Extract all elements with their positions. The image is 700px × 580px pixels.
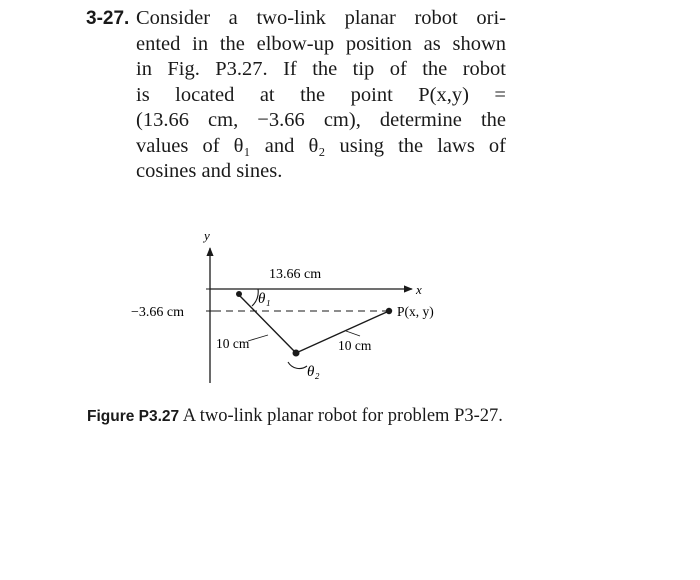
link2-length-leader xyxy=(346,331,360,336)
problem-line-1: Consider a two-link planar robot ori- xyxy=(136,7,506,29)
caption-label: Figure P3.27 xyxy=(87,408,180,425)
elbow-joint xyxy=(293,350,300,357)
link2-length-label: 10 cm xyxy=(338,338,372,353)
vertical-distance-label: −3.66 cm xyxy=(131,305,184,320)
problem-number: 3-27. xyxy=(86,8,130,29)
problem-line-5: (13.66 cm, −3.66 cm), determine the xyxy=(136,109,506,131)
base-joint xyxy=(236,291,242,297)
problem-line-3: in Fig. P3.27. If the tip of the robot xyxy=(136,58,506,80)
link1-length-label: 10 cm xyxy=(216,336,250,351)
horizontal-distance-label: 13.66 cm xyxy=(269,267,322,282)
problem-line-4: is located at the point P(x,y) = xyxy=(136,83,506,106)
tip-point-label: P(x, y) xyxy=(397,304,434,319)
figure-caption xyxy=(87,405,507,428)
problem-line-2: ented in the elbow-up position as shown xyxy=(136,32,506,55)
theta2-label: θ₂ xyxy=(307,364,320,380)
x-axis-label: x xyxy=(416,282,422,297)
caption-text: A two-link planar robot for problem P3-27. xyxy=(182,406,503,426)
link1-length-leader xyxy=(248,335,268,341)
problem-line-7: cosines and sines. xyxy=(136,160,283,182)
tip-point xyxy=(386,308,392,314)
problem-line-6: values of θ₁ and θ₂ using the laws of xyxy=(136,134,506,157)
theta2-arc xyxy=(288,362,307,369)
theta1-label: θ₁ xyxy=(258,291,271,307)
y-axis-label: y xyxy=(204,228,210,243)
